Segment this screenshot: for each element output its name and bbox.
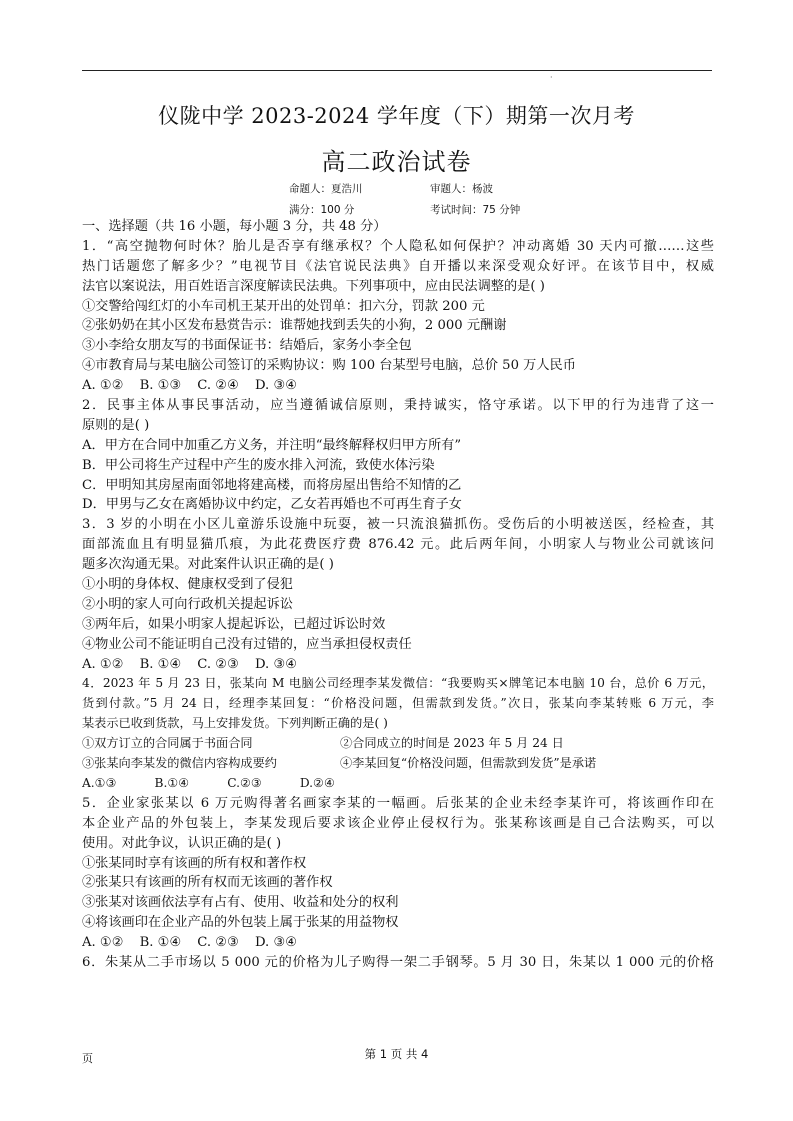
statement-row xyxy=(82,754,714,774)
statement-item: ②张某只有该画的所有权而无该画的著作权 xyxy=(82,875,333,891)
option-d: D. ③④ xyxy=(254,656,298,672)
statement-item: ①双方订立的合同属于书面合同 xyxy=(82,736,253,751)
statement-item: ③两年后，如果小明家人提起诉讼，已超过诉讼时效 xyxy=(82,616,386,632)
statement-row xyxy=(82,734,714,754)
question-5 xyxy=(82,794,714,953)
statement-item: ④将该画印在企业产品的外包装上属于张某的用益物权 xyxy=(82,915,399,931)
statement-item: ②合同成立的时间是 2023 年 5 月 24 日 xyxy=(340,736,564,751)
option-c: C. ②③ xyxy=(197,656,239,672)
question-stem-line: 5．企业家张某以 6 万元购得著名画家李某的一幅画。后张某的企业未经李某许可，将该画作印在 xyxy=(82,795,714,811)
option-c: C. ②③ xyxy=(197,935,239,951)
exam-title: 仪陇中学 2023-2024 学年度（下）期第一次月考 xyxy=(158,104,635,128)
option-a: A. ①② xyxy=(82,656,124,672)
question-stem-line: 货到付款。”5 月 24 日，经理李某回复：“价格没问题，但需款到发货。”次日，张某向李某转账 6 万元，李 xyxy=(82,696,714,711)
answer-options xyxy=(82,933,714,953)
question-stem-line: 4．2023 年 5 月 23 日，张某向 M 电脑公司经理李某发微信：“我要购买×牌笔记本电脑 10 台，总价 6 万元， xyxy=(82,676,714,691)
question-stem-line: 本企业产品的外包装上，李某发现后要求该企业停止侵权行为。张某称该画是自己合法购买，可以 xyxy=(82,815,714,831)
option-a: A. ①② xyxy=(82,935,124,951)
question-body xyxy=(82,217,714,973)
question-stem-line: 原则的是( ) xyxy=(82,417,150,433)
statement-item: ②小明的家人可向行政机关提起诉讼 xyxy=(82,596,293,612)
question-stem-line: 2．民事主体从事民事活动，应当遵循诚信原则，秉持诚实，恪守承诺。以下甲的行为违背了这一 xyxy=(82,398,714,414)
question-stem-line: 3．3 岁的小明在小区儿童游乐设施中玩耍，被一只流浪猫抓伤。受伤后的小明被送医，经检查，其 xyxy=(82,517,714,533)
statement-item: ①交警给闯红灯的小车司机王某开出的处罚单：扣六分，罚款 200 元 xyxy=(82,298,485,314)
question-stem-line: 热门话题您了解多少？”电视节目《法官说民法典》自开播以来深受观众好评。在该节目中，权威 xyxy=(82,258,714,274)
choice-option: D．甲男与乙女在离婚协议中约定，乙女若再婚也不可再生育子女 xyxy=(82,497,462,513)
choice-option: B．甲公司将生产过程中产生的废水排入河流，致使水体污染 xyxy=(82,457,435,473)
option-b: B. ①③ xyxy=(139,378,182,394)
statement-item: ①张某同时享有该画的所有权和著作权 xyxy=(82,855,307,871)
option-c: C. ②④ xyxy=(197,378,239,394)
question-2 xyxy=(82,396,714,515)
header-rule xyxy=(82,70,712,71)
choice-option: C．甲明知其房屋南面邻地将建高楼，而将房屋出售给不知情的乙 xyxy=(82,477,462,493)
question-1 xyxy=(82,237,714,396)
question-stem-line: 面部流血且有明显猫爪痕，为此花费医疗费 876.42 元。此后两年间，小明家人与物业公司就该问 xyxy=(82,537,714,553)
option-b: B. ①④ xyxy=(139,656,182,672)
option-a: A. ①② xyxy=(82,378,124,394)
question-stem-line: 某表示已收到货款，马上安排发货。下列判断正确的是( ) xyxy=(82,716,388,731)
option-d: D.②④ xyxy=(299,775,335,790)
question-3 xyxy=(82,515,714,674)
author-label: 命题人：夏浩川 xyxy=(289,183,363,195)
option-d: D. ③④ xyxy=(254,378,298,394)
score-label: 满分：100 分 xyxy=(289,204,355,216)
statement-item: ④市教育局与某电脑公司签订的采购协议：购 100 台某型号电脑，总价 50 万人民币 xyxy=(82,358,576,374)
footer-left-text: 页 xyxy=(82,1052,93,1065)
question-stem-line: 法官以案说法，用百姓语言深度解读民法典。下列事项中，应由民法调整的是( ) xyxy=(82,278,545,294)
option-b: B. ①④ xyxy=(139,935,182,951)
reviewer-label: 审题人：杨波 xyxy=(430,183,493,195)
option-b: B.①④ xyxy=(154,775,190,790)
answer-options xyxy=(82,376,714,396)
statement-item: ④李某回复“价格没问题，但需款到发货”是承诺 xyxy=(340,756,597,771)
question-stem-line: 使用。对此争议，认识正确的是( ) xyxy=(82,835,282,851)
question-6 xyxy=(82,953,714,973)
time-label: 考试时间：75 分钟 xyxy=(430,204,521,216)
statement-item: ③张某向李某发的微信内容构成要约 xyxy=(82,756,277,771)
option-a: A.①③ xyxy=(82,775,117,790)
choice-option: A．甲方在合同中加重乙方义务，并注明“最终解释权归甲方所有” xyxy=(82,437,462,453)
header-dot: · xyxy=(550,73,553,82)
option-c: C.②③ xyxy=(227,775,262,790)
statement-item: ①小明的身体权、健康权受到了侵犯 xyxy=(82,577,293,593)
section-heading: 一、选择题（共 16 小题，每小题 3 分，共 48 分） xyxy=(82,219,387,234)
statement-item: ③张某对该画依法享有占有、使用、收益和处分的权利 xyxy=(82,895,399,911)
question-4 xyxy=(82,674,714,793)
statement-item: ③小李给女朋友写的书面保证书：结婚后，家务小李全包 xyxy=(82,338,412,354)
answer-options xyxy=(82,774,714,794)
page-number: 第 1 页 共 4 xyxy=(364,1047,429,1061)
question-stem-line: 6．朱某从二手市场以 5 000 元的价格为儿子购得一架二手钢琴。5 月 30 日，朱某以 1 000 元的价格 xyxy=(82,954,714,970)
question-stem-line: 题多次沟通无果。对此案件认识正确的是( ) xyxy=(82,557,334,573)
question-stem-line: 1．“高空抛物何时休？胎儿是否享有继承权？个人隐私如何保护？冲动离婚 30 天内可撤……这些 xyxy=(82,238,714,254)
statement-item: ②张奶奶在其小区发布悬赏告示：谁帮她找到丢失的小狗，2 000 元酬谢 xyxy=(82,318,507,334)
option-d: D. ③④ xyxy=(254,935,298,951)
exam-subtitle: 高二政治试卷 xyxy=(321,148,472,176)
answer-options xyxy=(82,655,714,675)
statement-item: ④物业公司不能证明自己没有过错的，应当承担侵权责任 xyxy=(82,636,412,652)
